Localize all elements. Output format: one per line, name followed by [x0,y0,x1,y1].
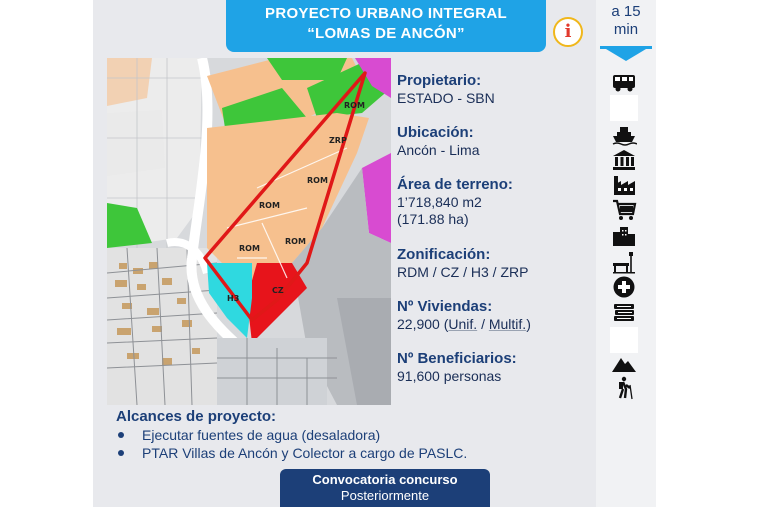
bullet-icon [118,450,124,456]
owner-label: Propietario: [397,72,482,89]
cta-title: Convocatoria concurso [312,472,458,487]
hiker-icon [611,376,637,400]
project-scope [116,408,556,462]
shopping-cart-icon [611,198,637,222]
zone-label: ROM [344,101,365,110]
owner-value: ESTADO - SBN [397,90,495,106]
title-line-1: PROYECTO URBANO INTEGRAL [265,5,507,22]
zone-label: ROM [259,201,280,210]
area-hectares: (171.88 ha) [397,211,469,227]
buildings-icon [611,224,637,248]
bank-icon [611,148,637,172]
zoning-label: Zonificación: [397,246,491,263]
time-line-1: a 15 [611,3,641,20]
down-arrow-icon [600,46,652,62]
zone-label: ROM [307,176,328,185]
zone-label: ROM [239,244,260,253]
books-icon [611,300,637,324]
housing-label: Nº Viviendas: [397,298,493,315]
time-line-2: min [613,21,639,38]
zone-label: ROM [285,237,306,246]
zone-label: CZ [272,286,284,295]
project-title-banner [226,0,546,52]
location-value: Ancón - Lima [397,142,480,158]
factory-icon [611,173,637,197]
site-map [107,58,391,405]
housing-number: 22,900 [397,316,440,332]
zoning-value: RDM / CZ / H3 / ZRP [397,264,529,280]
scope-item [116,426,556,444]
title-line-2: “LOMAS DE ANCÓN” [307,25,465,42]
location-label: Ubicación: [397,124,474,141]
zone-label: ZRP [329,136,347,145]
bus-icon [611,70,637,94]
housing-value [397,316,531,333]
blank-icon-slot [610,95,638,121]
area-label: Área de terreno: [397,176,513,193]
mountain-icon [611,352,637,376]
housing-close: ) [526,316,531,332]
beneficiaries-label: Nº Beneficiarios: [397,350,517,367]
bullet-icon [118,432,124,438]
housing-unif: Unif. [448,316,478,332]
cta-subtitle: Posteriormente [340,488,430,503]
medical-cross-icon [611,275,637,299]
park-bench-icon [611,250,637,274]
scope-item-text: Ejecutar fuentes de agua (desaladora) [142,427,381,443]
housing-open: ( [443,316,449,332]
beneficiaries-value: 91,600 personas [397,368,502,384]
travel-time-label [600,3,652,39]
scope-item [116,444,556,462]
ship-icon [611,122,637,146]
contest-call-banner[interactable] [280,469,490,507]
zone-label: H3 [227,294,240,303]
blank-icon-slot [610,327,638,353]
area-value: 1’718,840 m2 [397,194,482,210]
info-icon[interactable]: i [553,17,583,47]
scope-item-text: PTAR Villas de Ancón y Colector a cargo de PASLC. [142,445,468,461]
housing-sep: / [477,316,489,332]
scope-title: Alcances de proyecto: [116,408,277,425]
site-map-drawing [107,58,391,405]
housing-multif: Multif. [488,316,527,332]
